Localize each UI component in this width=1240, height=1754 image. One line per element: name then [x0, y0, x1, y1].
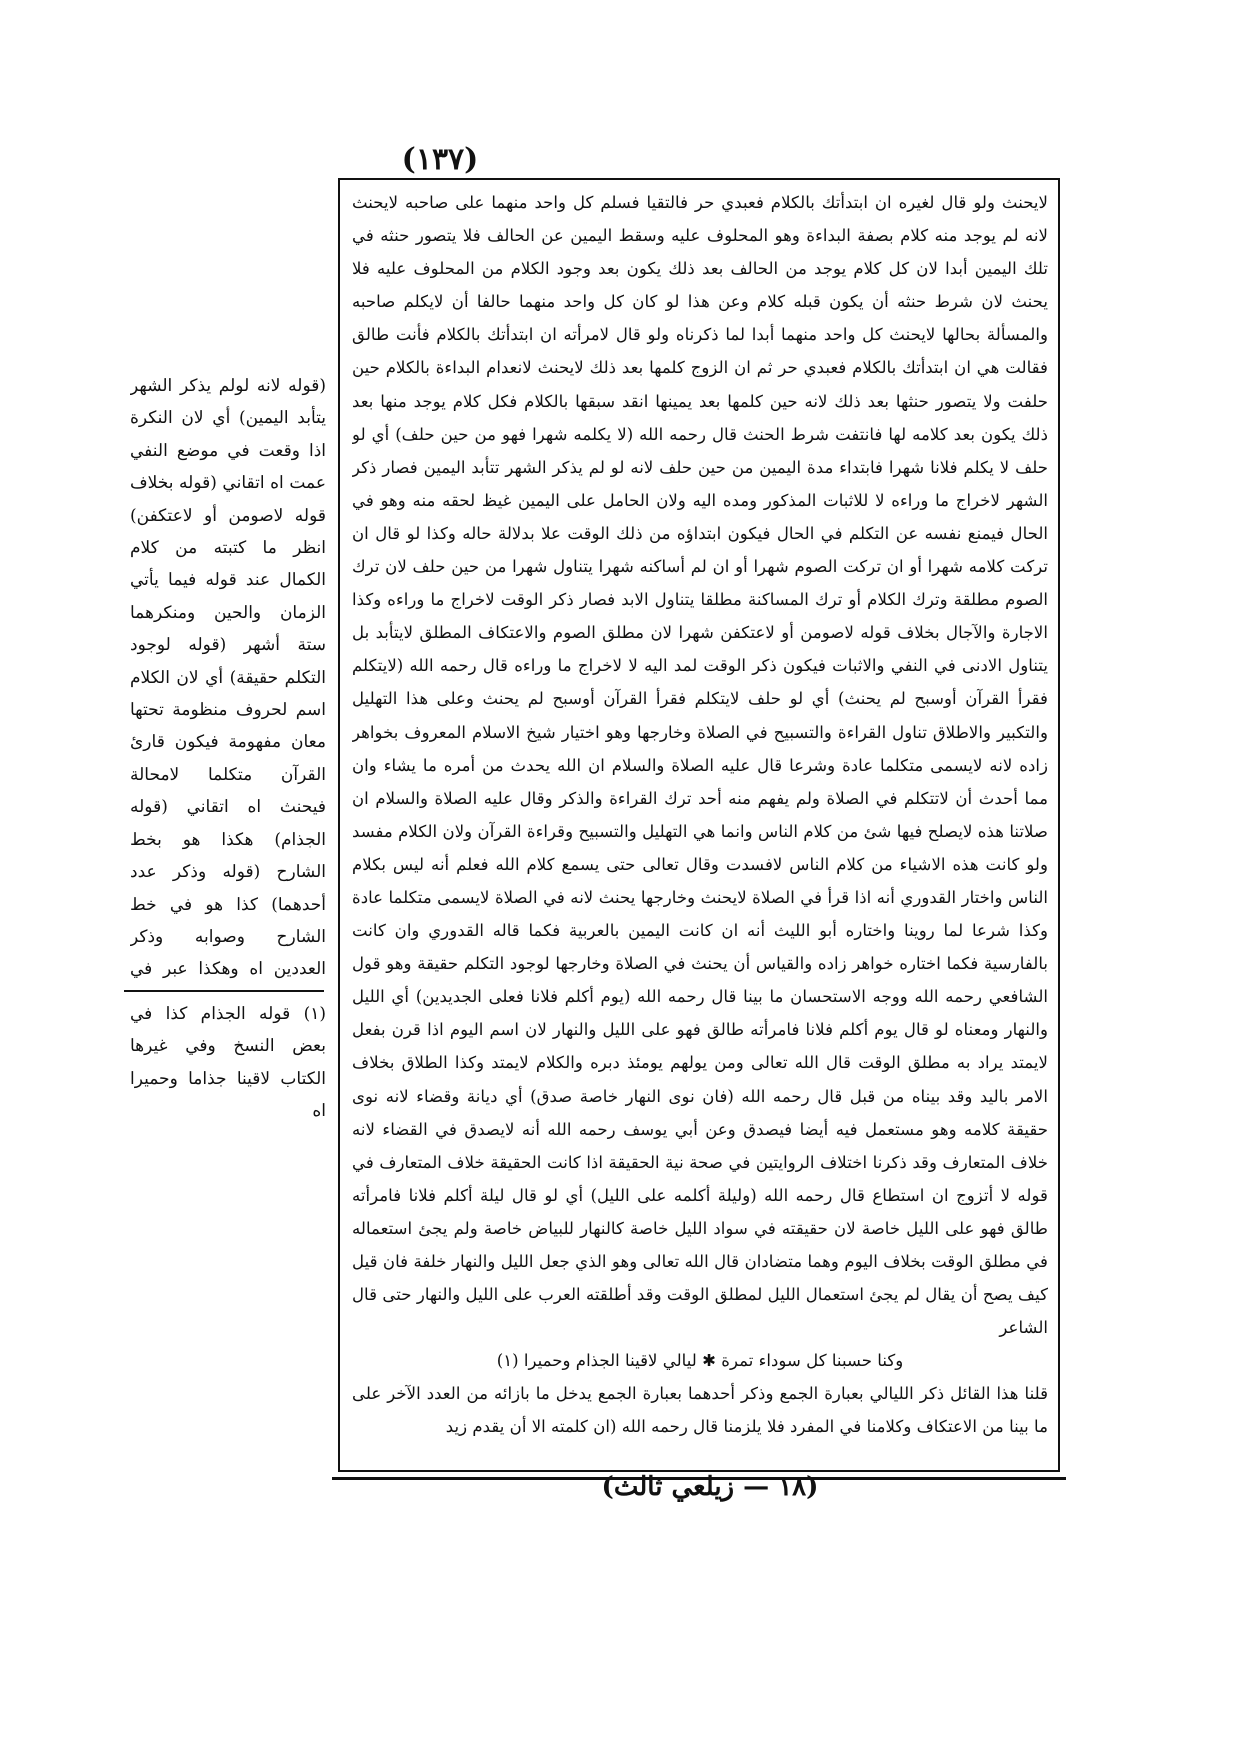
- margin-footnote: (١) قوله الجذام كذا في بعض النسخ وفي غيرها الكتاب لاقينا جذاما وحميرا اه: [130, 1004, 326, 1122]
- main-text-frame: [338, 178, 1060, 1472]
- page-number: (١٣٧): [401, 142, 479, 177]
- main-text: [352, 186, 1048, 1460]
- page-signature: (١٨ — زيلعي ثالث): [601, 1472, 819, 1502]
- main-closing-paragraph: قلنا هذا القائل ذكر الليالي بعبارة الجمع وذكر أحدهما بعبارة الجمع يدخل ما بازائه من العدد الآخر على ما بينا من الاعتكاف وكلامنا في المفرد فلا يلزمنا قال رحمه الله (ان كلمته الا أن يقدم زيد: [352, 1384, 1048, 1437]
- poetry-verse: وكنا حسبنا كل سوداء تمرة ✱ ليالي لاقينا الجذام وحميرا (١): [496, 1351, 904, 1371]
- margin-divider: [124, 990, 324, 992]
- main-paragraph: لايحنث ولو قال لغيره ان ابتدأتك بالكلام فعبدي حر فالتقيا فسلم كل واحد منهما على صاحبه لايحنث لانه لم يوجد منه كلام بصفة البداءة وهو المحلوف عليه وسقط اليمين عن الحالف فلا يتصور حنثه في تلك اليمين أبدا لان كل كلام يوجد من الحالف بعد ذلك يكون بعد وجود الكلام من المحلوف عليه فلا يحنث لان شرط حنثه أن يكون قبله كلام وعن هذا لو كان كل واحد منهما حالفا أن لايكلم صاحبه والمسألة بحالها لايحنث كل واحد منهما أبدا لما ذكرناه ولو قال لامرأته ان ابتدأتك بالكلام فأنت طالق فقالت هي ان ابتدأتك بالكلام فعبدي حر ثم ان الزوج كلمها بعد ذلك لايحنث لانعدام البداءة بالكلام حين حلفت ولا يتصور حنثها بعد ذلك لانه حين كلمها بعد يمينها انقد سبقها بالكلام فكل كلام يوجد منها بعد ذلك يكون بعد كلامه لها فانتفت شرط الحنث قال رحمه الله (لا يكلمه شهرا فهو من حين حلف) أي لو حلف لا يكلم فلانا شهرا فابتداء مدة اليمين من حين حلف لانه لو لم يذكر الشهر تتأبد اليمين فصار ذكر الشهر لاخراج ما وراءه لا للاثبات المذكور ومده اليه ولان الحامل على اليمين غيظ لحقه منه وهو في الحال فيمنع نفسه عن التكلم في الحال فيكون ابتداؤه من ذلك الوقت علا بدلالة حاله وكذا لو قال ان تركت كلامه شهرا أو ان تركت الصوم شهرا أو ان لم أساكنه شهرا يتناول شهرا من حين حلف لان ترك الصوم مطلقة وترك الكلام أو ترك المساكنة مطلقا يتناول الابد فصار ذكر الوقت لاخراج ما وراءه وكذا الاجارة والآجال بخلاف قوله لاصومن أو لاعتكفن شهرا لان مطلق الصوم والاعتكاف المطلق لايتأبد بل يتناول الادنى في النفي والاثبات فيكون ذكر الوقت لمد اليه لا لاخراج ما وراءه قال رحمه الله (لايتكلم فقرأ القرآن أوسبح لم يحنث) أي لو حلف لايتكلم فقرأ القرآن أوسبح لم يحنث وعلى هذا التهليل والتكبير والاطلاق تناول القراءة والتسبيح في الصلاة وخارجها وهو اختيار شيخ الاسلام المعروف بخواهر زاده لانه لايسمى متكلما عادة وشرعا قال عليه الصلاة والسلام ان الله يحدث من أمره ما يشاء وان مما أحدث أن لاتتكلم في الصلاة ولم يفهم منه أحد ترك القراءة والذكر وقال عليه الصلاة والسلام ان صلاتنا هذه لايصلح فيها شئ من كلام الناس وانما هي التهليل والتسبيح وقراءة القرآن ولان الكلام مفسد ولو كانت هذه الاشياء من كلام الناس لافسدت وقال تعالى حتى يسمع كلام الله فعلم أنه ليس بكلام الناس واختار القدوري أنه اذا قرأ في الصلاة لايحنث وخارجها يحنث لانه في الصلاة لايسمى متكلما عادة وكذا شرعا لما روينا واختاره أبو الليث أنه ان كانت اليمين بالعربية فكما قاله القدوري وان كانت بالفارسية فكما اختاره خواهر زاده والقياس أن يحنث في الصلاة وخارجها لوجود التكلم حقيقة وهو قول الشافعي رحمه الله ووجه الاستحسان ما بينا قال رحمه الله (يوم أكلم فلانا فعلى الجديدين) أي الليل والنهار ومعناه لو قال يوم أكلم فلانا فامرأته طالق فهو على الليل والنهار لان اسم اليوم اذا قرن بفعل لايمتد يراد به مطلق الوقت قال الله تعالى ومن يولهم يومئذ دبره والكلام لايمتد وكذا الطلاق بخلاف الامر باليد وقد بيناه من قبل قال رحمه الله (فان نوى النهار خاصة صدق) أي ديانة وقضاء لانه نوى حقيقة كلامه وهو مستعمل فيه أيضا فيصدق وعن أبي يوسف رحمه الله أنه لايصدق في القضاء لانه خلاف المتعارف وقد ذكرنا اختلاف الروايتين في صحة نية الحقيقة اذا كانت الحقيقة خلاف المتعارف في قوله لا أتزوج ان استطاع قال رحمه الله (وليلة أكلمه على الليل) أي لو قال ليلة أكلم فلانا فامرأته طالق فهو على الليل خاصة لان حقيقته في سواد الليل خاصة كالنهار للبياض خاصة ولم يجئ استعماله في مطلق الوقت بخلاف اليوم وهما متضادان قال الله تعالى وهو الذي جعل الليل والنهار خلفة فان قيل كيف يصح أن يقال لم يجئ استعمال الليل لمطلق الوقت وقد أطلقته العرب على الليل والنهار حتى قال الشاعر: [352, 193, 1048, 1338]
- margin-notes: (قوله لانه لولم يذكر الشهر يتأبد اليمين) أي لان النكرة اذا وقعت في موضع النفي عمت اه اتقاني (قوله بخلاف قوله لاصومن أو لاعتكفن) انظر ما كتبته من كلام الكمال عند قوله فيما يأتي الزمان والحين ومنكرهما ستة أشهر (قوله لوجود التكلم حقيقة) أي لان الكلام اسم لحروف منظومة تحتها معان مفهومة فيكون قارئ القرآن متكلما لامحالة فيحنث اه اتقاني (قوله الجذام) هكذا هو بخط الشارح (قوله وذكر عدد أحدهما) كذا هو في خط الشارح وصوابه وذكر العددين اه وهكذا عبر في: [130, 376, 326, 980]
